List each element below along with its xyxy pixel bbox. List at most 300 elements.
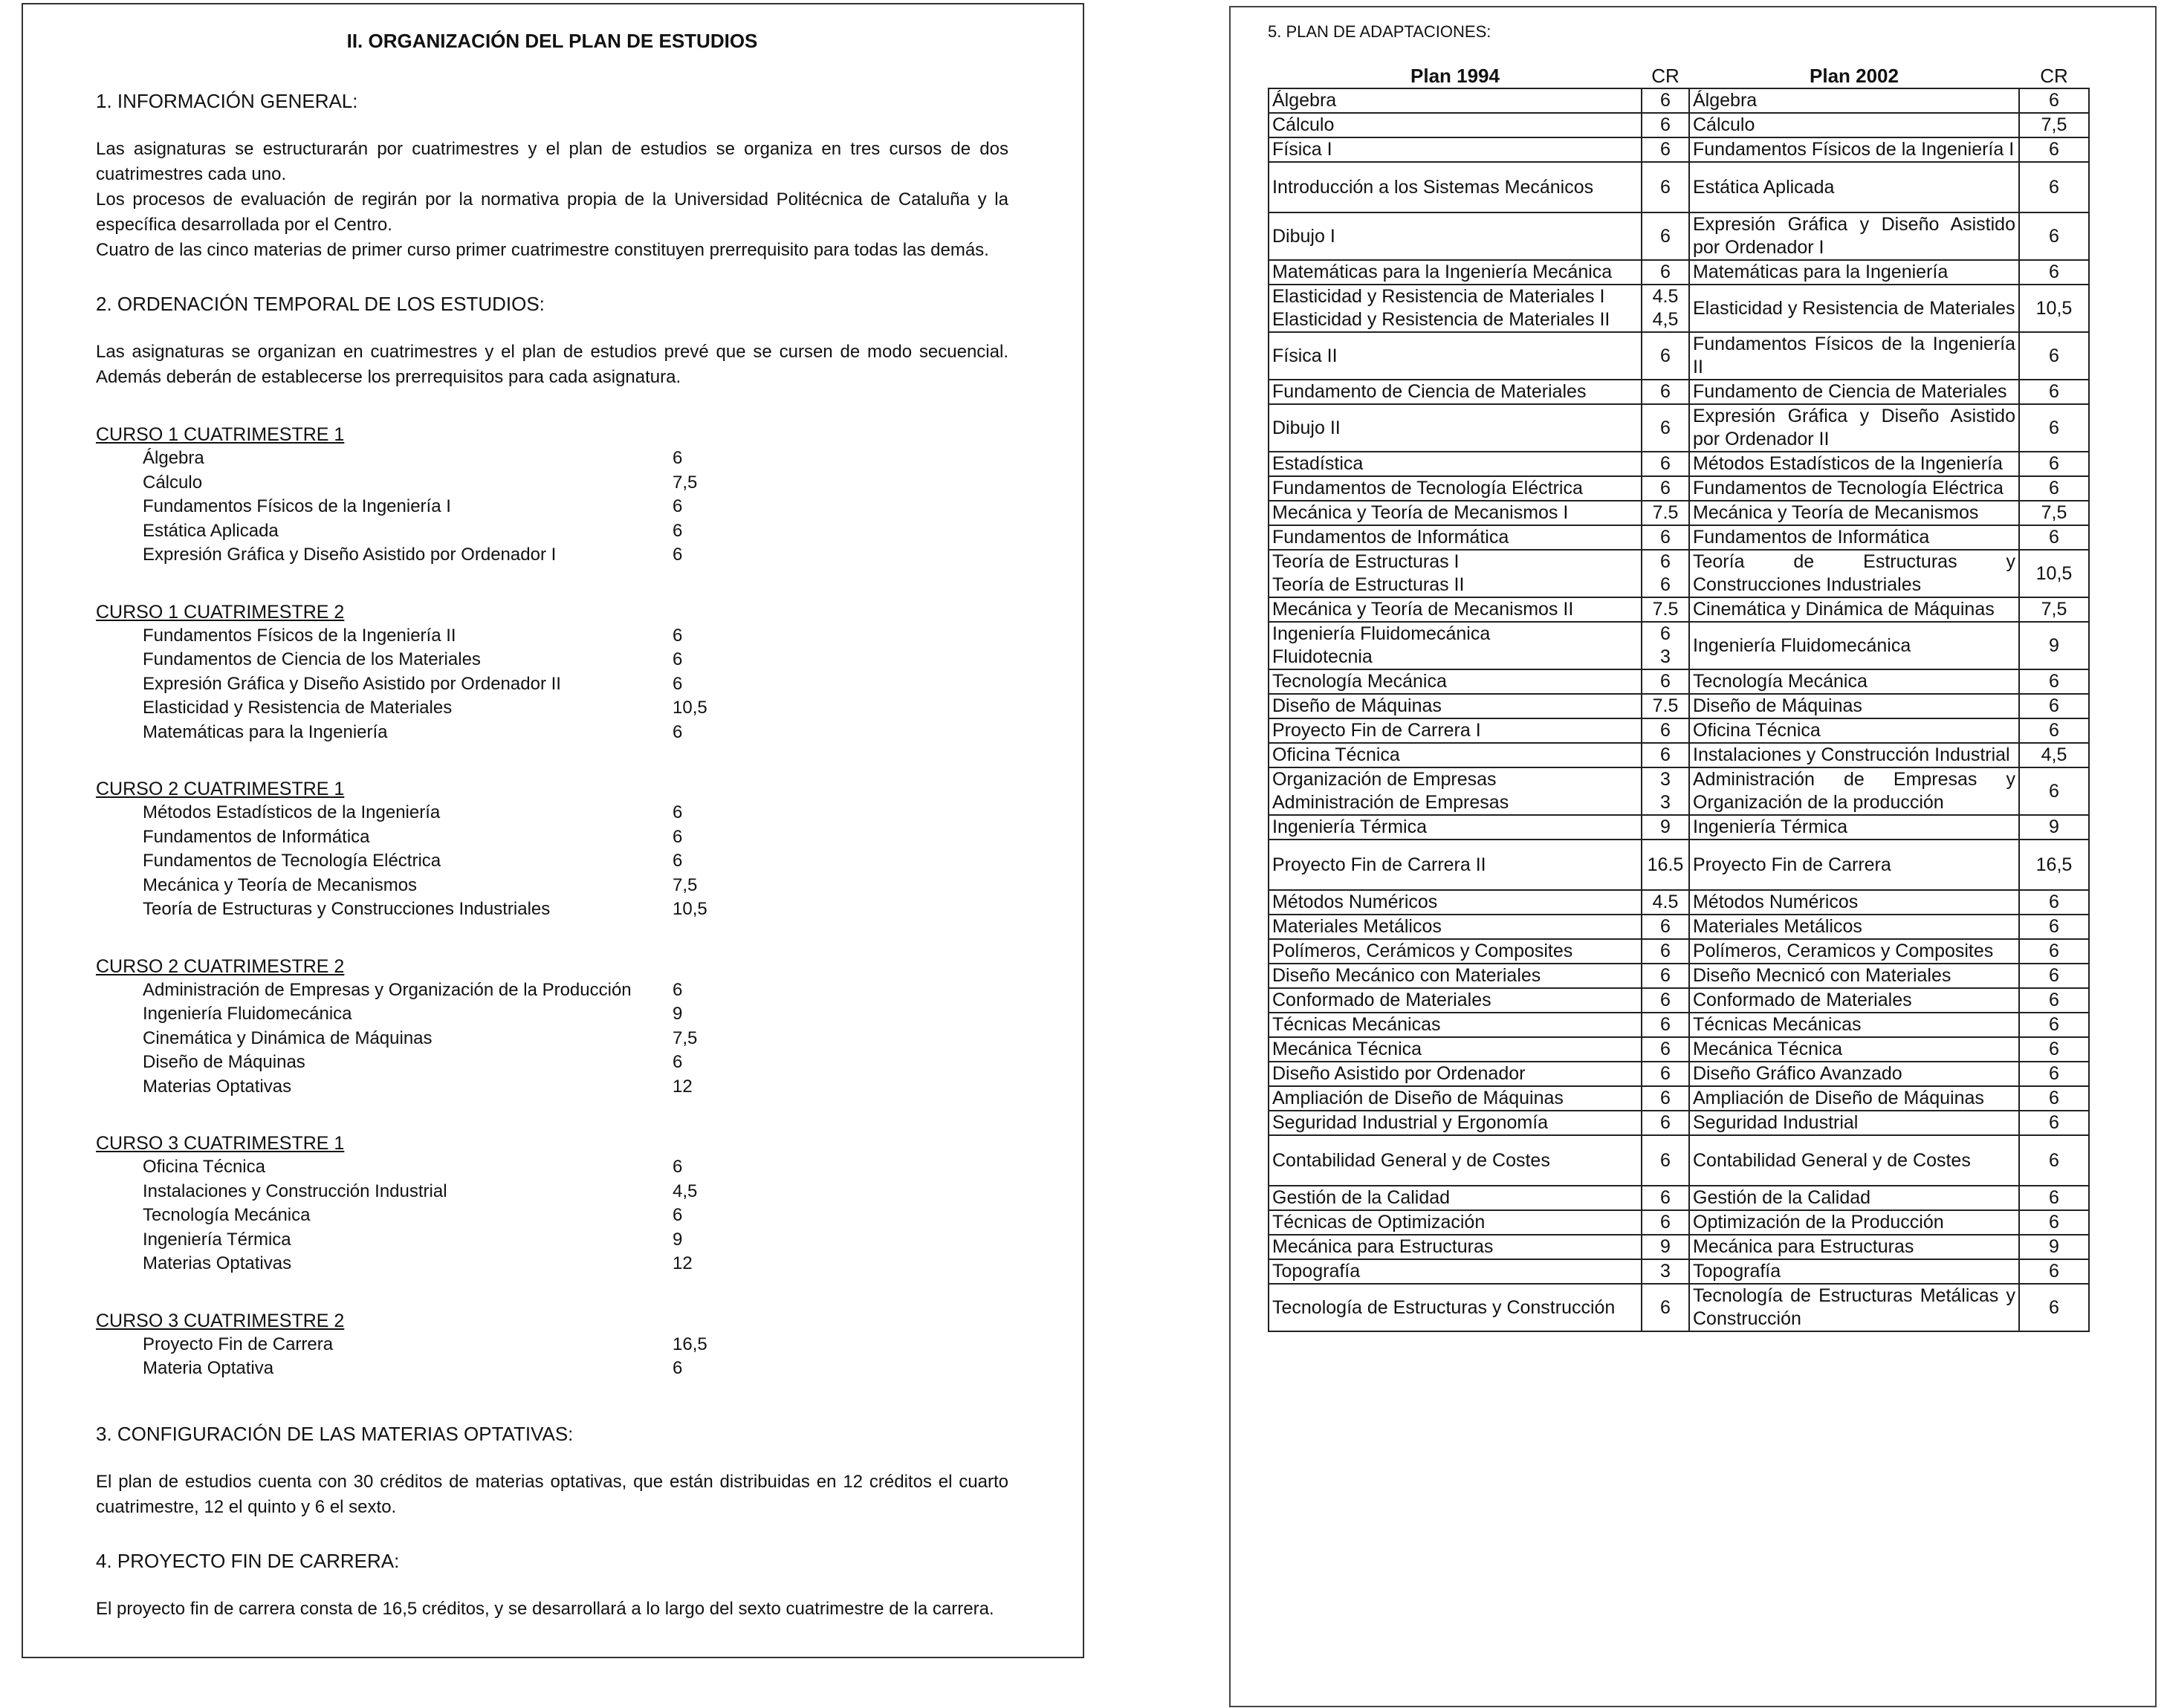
course-list [96, 423, 1008, 1381]
plan-2002-subject: Ingeniería Térmica [1689, 815, 2019, 840]
subject-name: Materias Optativas [143, 1253, 292, 1273]
plan-2002-subject: Gestión de la Calidad [1689, 1186, 2019, 1210]
plan-2002-header: Plan 2002 [1810, 65, 1899, 87]
subject-row [96, 1027, 1008, 1051]
plan-1994-credits: 7.5 [1642, 597, 1689, 622]
course-title: CURSO 3 CUATRIMESTRE 1 [96, 1133, 345, 1154]
plan-1994-subject: Gestión de la Calidad [1269, 1186, 1642, 1210]
section-1-paragraph-3: Cuatro de las cinco materias de primer curso primer cuatrimestre constituyen prerrequisito para todas las demás. [96, 240, 989, 260]
table-row [1269, 964, 2089, 988]
course-title: CURSO 2 CUATRIMESTRE 1 [96, 779, 345, 799]
table-row [1269, 1284, 2089, 1331]
subject-name: Administración de Empresas y Organización de la Producción [143, 979, 632, 1000]
plan-1994-credits: 6 [1642, 669, 1689, 694]
plan-1994-subject: Diseño Mecánico con Materiales [1269, 964, 1642, 988]
plan-2002-subject: Mecánica Técnica [1689, 1037, 2019, 1062]
course-block [96, 955, 1008, 1100]
plan-2002-credits: 6 [2019, 669, 2089, 694]
plan-1994-credits: 6 [1642, 525, 1689, 550]
plan-2002-subject: Materiales Metálicos [1689, 915, 2019, 939]
plan-1994-header: Plan 1994 [1410, 65, 1500, 87]
subject-row [96, 825, 1008, 850]
table-row [1269, 525, 2089, 550]
plan-1994-credits: 6 [1642, 88, 1689, 113]
subject-row [96, 624, 1008, 649]
plan-2002-credits: 6 [2019, 137, 2089, 162]
plan-2002-subject: Métodos Numéricos [1689, 890, 2019, 915]
plan-1994-subject: Mecánica y Teoría de Mecanismos I [1269, 501, 1642, 525]
plan-2002-credits: 7,5 [2019, 501, 2089, 525]
plan-1994-credits: 6 [1642, 212, 1689, 260]
subject-row [96, 1180, 1008, 1204]
plan-2002-subject: Seguridad Industrial [1689, 1111, 2019, 1135]
subject-row [96, 495, 1008, 519]
plan-1994-credits: 6 [1642, 1111, 1689, 1135]
subject-row [96, 978, 1008, 1003]
plan-1994-subject: Dibujo II [1269, 404, 1642, 452]
plan-1994-credits: 6 [1642, 718, 1689, 743]
table-row [1269, 1013, 2089, 1037]
subject-credits: 6 [673, 1205, 683, 1225]
plan-1994-subject: Oficina Técnica [1269, 743, 1642, 767]
plan-1994-credits: 6 [1642, 939, 1689, 964]
course-title: CURSO 2 CUATRIMESTRE 2 [96, 955, 345, 977]
plan-2002-credits: 7,5 [2019, 113, 2089, 137]
plan-2002-credits: 9 [2019, 1235, 2089, 1259]
plan-1994-subject: Topografía [1269, 1259, 1642, 1284]
plan-2002-subject: Métodos Estadísticos de la Ingeniería [1689, 452, 2019, 476]
plan-2002-subject: Contabilidad General y de Costes [1689, 1135, 2019, 1186]
subject-credits: 6 [673, 802, 683, 822]
plan-1994-subject: Mecánica y Teoría de Mecanismos II [1269, 597, 1642, 622]
plan-1994-subject: Física I [1269, 137, 1642, 162]
subject-row [96, 543, 1008, 568]
plan-1994-subject: Elasticidad y Resistencia de Materiales I Elasticidad y Resistencia de Materiales II [1269, 285, 1642, 332]
plan-1994-credits: 7.5 [1642, 694, 1689, 718]
plan-2002-credits: 6 [2019, 1062, 2089, 1086]
plan-2002-subject: Proyecto Fin de Carrera [1689, 840, 2019, 890]
course-block [96, 777, 1008, 922]
plan-2002-credits: 6 [2019, 1284, 2089, 1331]
subject-credits: 10,5 [673, 698, 707, 718]
course-block [96, 1309, 1008, 1381]
plan-1994-credits: 6 [1642, 1086, 1689, 1111]
plan-1994-subject: Técnicas de Optimización [1269, 1210, 1642, 1235]
plan-1994-subject: Física II [1269, 332, 1642, 380]
plan-2002-credits: 6 [2019, 260, 2089, 285]
subject-credits: 7,5 [673, 874, 698, 895]
plan-1994-subject: Teoría de Estructuras I Teoría de Estructuras II [1269, 550, 1642, 597]
plan-1994-subject: Ampliación de Diseño de Máquinas [1269, 1086, 1642, 1111]
plan-2002-credits: 6 [2019, 718, 2089, 743]
plan-2002-subject: Expresión Gráfica y Diseño Asistido por Ordenador II [1689, 404, 2019, 452]
table-row [1269, 501, 2089, 525]
plan-1994-credits: 6 [1642, 1135, 1689, 1186]
plan-2002-credits: 6 [2019, 332, 2089, 380]
plan-2002-subject: Matemáticas para la Ingeniería [1689, 260, 2019, 285]
table-header-row [1269, 65, 2089, 88]
plan-2002-credits: 6 [2019, 890, 2089, 915]
plan-1994-credits: 6 3 [1642, 622, 1689, 669]
subject-name: Oficina Técnica [143, 1157, 265, 1177]
subject-row [96, 801, 1008, 825]
plan-2002-credits: 6 [2019, 767, 2089, 815]
section-1-heading: 1. INFORMACIÓN GENERAL: [96, 90, 358, 112]
plan-1994-subject: Fundamentos de Tecnología Eléctrica [1269, 476, 1642, 501]
plan-2002-subject: Diseño Mecnicó con Materiales [1689, 964, 2019, 988]
plan-2002-subject: Fundamentos Físicos de la Ingeniería II [1689, 332, 2019, 380]
plan-1994-credits: 6 [1642, 380, 1689, 404]
subject-row [96, 447, 1008, 471]
table-row [1269, 285, 2089, 332]
plan-2002-credits: 6 [2019, 1210, 2089, 1235]
plan-1994-credits: 6 [1642, 404, 1689, 452]
subject-row [96, 1051, 1008, 1075]
subject-name: Elasticidad y Resistencia de Materiales [143, 698, 453, 718]
plan-1994-subject: Fundamento de Ciencia de Materiales [1269, 380, 1642, 404]
plan-1994-subject: Ingeniería Fluidomecánica Fluidotecnia [1269, 622, 1642, 669]
course-block [96, 600, 1008, 745]
subject-credits: 4,5 [673, 1181, 698, 1201]
subject-name: Materia Optativa [143, 1358, 274, 1378]
plan-2002-credits: 10,5 [2019, 285, 2089, 332]
subject-name: Fundamentos de Ciencia de los Materiales [143, 649, 481, 669]
plan-1994-credits: 6 [1642, 113, 1689, 137]
subject-name: Métodos Estadísticos de la Ingeniería [143, 802, 441, 822]
subject-name: Ingeniería Térmica [143, 1229, 291, 1250]
plan-2002-credits: 6 [2019, 1135, 2089, 1186]
plan-2002-subject: Mecánica para Estructuras [1689, 1235, 2019, 1259]
plan-1994-credits: 6 [1642, 332, 1689, 380]
cr-2002-header: CR [2040, 65, 2068, 87]
plan-1994-subject: Tecnología Mecánica [1269, 669, 1642, 694]
plan-1994-subject: Métodos Numéricos [1269, 890, 1642, 915]
plan-2002-credits: 6 [2019, 915, 2089, 939]
plan-1994-subject: Diseño Asistido por Ordenador [1269, 1062, 1642, 1086]
plan-2002-subject: Administración de Empresas y Organización de la producción [1689, 767, 2019, 815]
plan-2002-subject: Optimización de la Producción [1689, 1210, 2019, 1235]
plan-1994-subject: Dibujo I [1269, 212, 1642, 260]
plan-2002-credits: 6 [2019, 939, 2089, 964]
plan-1994-subject: Cálculo [1269, 113, 1642, 137]
plan-1994-subject: Introducción a los Sistemas Mecánicos [1269, 162, 1642, 212]
subject-row [96, 1252, 1008, 1276]
plan-2002-subject: Ingeniería Fluidomecánica [1689, 622, 2019, 669]
plan-1994-credits: 6 6 [1642, 550, 1689, 597]
plan-2002-subject: Polímeros, Ceramicos y Composites [1689, 939, 2019, 964]
plan-1994-credits: 3 [1642, 1259, 1689, 1284]
plan-2002-credits: 6 [2019, 988, 2089, 1013]
table-row [1269, 88, 2089, 113]
subject-name: Fundamentos Físicos de la Ingeniería II [143, 625, 456, 646]
subject-credits: 7,5 [673, 1027, 698, 1048]
table-row [1269, 718, 2089, 743]
table-row [1269, 1235, 2089, 1259]
plan-2002-subject: Cinemática y Dinámica de Máquinas [1689, 597, 2019, 622]
subject-credits: 6 [673, 826, 683, 847]
table-row [1269, 137, 2089, 162]
subject-credits: 6 [673, 1157, 683, 1177]
subject-credits: 6 [673, 520, 683, 541]
subject-name: Fundamentos Físicos de la Ingeniería I [143, 496, 451, 516]
subject-name: Expresión Gráfica y Diseño Asistido por Ordenador I [143, 545, 557, 565]
table-row [1269, 988, 2089, 1013]
plan-2002-credits: 6 [2019, 1086, 2089, 1111]
plan-2002-credits: 9 [2019, 815, 2089, 840]
cr-1994-header: CR [1651, 65, 1679, 87]
subject-row [96, 1002, 1008, 1027]
subject-credits: 6 [673, 1052, 683, 1072]
plan-1994-credits: 6 [1642, 964, 1689, 988]
plan-1994-subject: Mecánica Técnica [1269, 1037, 1642, 1062]
plan-2002-subject: Tecnología Mecánica [1689, 669, 2019, 694]
plan-1994-subject: Matemáticas para la Ingeniería Mecánica [1269, 260, 1642, 285]
table-row [1269, 1111, 2089, 1135]
plan-1994-credits: 6 [1642, 1284, 1689, 1331]
plan-2002-subject: Diseño de Máquinas [1689, 694, 2019, 718]
plan-1994-credits: 6 [1642, 137, 1689, 162]
plan-2002-credits: 7,5 [2019, 597, 2089, 622]
section-1-paragraph-1: Las asignaturas se estructurarán por cuatrimestres y el plan de estudios se organiza en tres cursos de dos cuatrimestres cada uno. [96, 139, 1008, 184]
plan-1994-credits: 6 [1642, 452, 1689, 476]
plan-1994-credits: 9 [1642, 1235, 1689, 1259]
plan-2002-credits: 6 [2019, 1259, 2089, 1284]
plan-1994-subject: Técnicas Mecánicas [1269, 1013, 1642, 1037]
plan-2002-credits: 6 [2019, 452, 2089, 476]
plan-2002-subject: Teoría de Estructuras y Construcciones Industriales [1689, 550, 2019, 597]
plan-1994-subject: Ingeniería Térmica [1269, 815, 1642, 840]
subject-name: Materias Optativas [143, 1076, 292, 1097]
right-page [1229, 6, 2157, 1707]
subject-credits: 16,5 [673, 1334, 707, 1354]
subject-name: Matemáticas para la Ingeniería [143, 721, 388, 742]
table-row [1269, 260, 2089, 285]
subject-credits: 6 [673, 545, 683, 565]
plan-1994-credits: 6 [1642, 1037, 1689, 1062]
plan-1994-credits: 6 [1642, 162, 1689, 212]
subject-credits: 6 [673, 673, 683, 694]
plan-2002-subject: Expresión Gráfica y Diseño Asistido por Ordenador I [1689, 212, 2019, 260]
subject-row [96, 721, 1008, 745]
table-row [1269, 404, 2089, 452]
table-row [1269, 1062, 2089, 1086]
plan-2002-subject: Fundamento de Ciencia de Materiales [1689, 380, 2019, 404]
subject-name: Álgebra [143, 448, 204, 468]
plan-1994-credits: 6 [1642, 743, 1689, 767]
plan-1994-subject: Polímeros, Cerámicos y Composites [1269, 939, 1642, 964]
subject-name: Expresión Gráfica y Diseño Asistido por Ordenador II [143, 673, 561, 694]
subject-row [96, 519, 1008, 544]
plan-2002-credits: 6 [2019, 1037, 2089, 1062]
plan-1994-credits: 16.5 [1642, 840, 1689, 890]
plan-1994-subject: Conformado de Materiales [1269, 988, 1642, 1013]
subject-credits: 10,5 [673, 899, 707, 919]
plan-2002-subject: Estática Aplicada [1689, 162, 2019, 212]
table-row [1269, 113, 2089, 137]
table-row [1269, 1186, 2089, 1210]
adaptation-plan-heading: 5. PLAN DE ADAPTACIONES: [1268, 22, 1491, 41]
plan-1994-credits: 6 [1642, 1210, 1689, 1235]
subject-row [96, 648, 1008, 672]
subject-name: Cinemática y Dinámica de Máquinas [143, 1027, 433, 1048]
plan-2002-credits: 6 [2019, 964, 2089, 988]
subject-name: Fundamentos de Informática [143, 826, 370, 847]
subject-credits: 12 [673, 1076, 693, 1097]
table-row [1269, 939, 2089, 964]
plan-2002-credits: 6 [2019, 1111, 2089, 1135]
subject-name: Teoría de Estructuras y Construcciones Industriales [143, 899, 551, 919]
plan-1994-subject: Diseño de Máquinas [1269, 694, 1642, 718]
subject-name: Tecnología Mecánica [143, 1205, 311, 1225]
course-title: CURSO 1 CUATRIMESTRE 1 [96, 424, 345, 445]
plan-2002-credits: 4,5 [2019, 743, 2089, 767]
plan-2002-subject: Mecánica y Teoría de Mecanismos [1689, 501, 2019, 525]
plan-2002-credits: 6 [2019, 88, 2089, 113]
plan-1994-credits: 6 [1642, 1186, 1689, 1210]
plan-2002-subject: Técnicas Mecánicas [1689, 1013, 2019, 1037]
subject-row [96, 897, 1008, 922]
subject-credits: 6 [673, 1358, 683, 1378]
subject-row [96, 672, 1008, 697]
table-row [1269, 767, 2089, 815]
subject-credits: 9 [673, 1004, 683, 1024]
plan-1994-subject: Mecánica para Estructuras [1269, 1235, 1642, 1259]
table-row [1269, 840, 2089, 890]
subject-row [96, 696, 1008, 721]
plan-2002-subject: Fundamentos de Tecnología Eléctrica [1689, 476, 2019, 501]
subject-credits: 6 [673, 721, 683, 742]
subject-credits: 6 [673, 649, 683, 669]
plan-1994-credits: 6 [1642, 1013, 1689, 1037]
table-row [1269, 915, 2089, 939]
table-row [1269, 550, 2089, 597]
plan-2002-credits: 6 [2019, 212, 2089, 260]
plan-2002-credits: 6 [2019, 1013, 2089, 1037]
plan-2002-credits: 6 [2019, 476, 2089, 501]
subject-row [96, 1075, 1008, 1100]
subject-credits: 6 [673, 625, 683, 646]
plan-2002-subject: Tecnología de Estructuras Metálicas y Construcción [1689, 1284, 2019, 1331]
course-title: CURSO 1 CUATRIMESTRE 2 [96, 601, 345, 623]
subject-credits: 6 [673, 851, 683, 871]
plan-1994-credits: 3 3 [1642, 767, 1689, 815]
subject-row [96, 874, 1008, 898]
table-row [1269, 162, 2089, 212]
plan-2002-credits: 6 [2019, 1186, 2089, 1210]
plan-2002-subject: Elasticidad y Resistencia de Materiales [1689, 285, 2019, 332]
document-title: II. ORGANIZACIÓN DEL PLAN DE ESTUDIOS [346, 30, 758, 52]
plan-1994-subject: Tecnología de Estructuras y Construcción [1269, 1284, 1642, 1331]
subject-name: Fundamentos de Tecnología Eléctrica [143, 851, 441, 871]
plan-2002-subject: Oficina Técnica [1689, 718, 2019, 743]
subject-name: Diseño de Máquinas [143, 1052, 305, 1072]
table-row [1269, 1259, 2089, 1284]
subject-row [96, 1155, 1008, 1180]
subject-credits: 7,5 [673, 472, 698, 493]
plan-1994-subject: Álgebra [1269, 88, 1642, 113]
section-4-paragraph: El proyecto fin de carrera consta de 16,5 créditos, y se desarrollará a lo largo del sexto cuatrimestre de la carrera. [96, 1598, 994, 1619]
plan-1994-credits: 6 [1642, 1062, 1689, 1086]
plan-1994-subject: Proyecto Fin de Carrera II [1269, 840, 1642, 890]
section-2-heading: 2. ORDENACIÓN TEMPORAL DE LOS ESTUDIOS: [96, 293, 545, 315]
table-row [1269, 476, 2089, 501]
plan-1994-subject: Proyecto Fin de Carrera I [1269, 718, 1642, 743]
subject-credits: 12 [673, 1253, 693, 1273]
section-2-paragraph: Las asignaturas se organizan en cuatrimestres y el plan de estudios prevé que se cursen de modo secuencial. Además deberán de establecerse los prerrequisitos para cada asignatura. [96, 342, 1008, 387]
table-row [1269, 212, 2089, 260]
plan-1994-credits: 4.5 4,5 [1642, 285, 1689, 332]
plan-2002-credits: 9 [2019, 622, 2089, 669]
plan-1994-credits: 6 [1642, 988, 1689, 1013]
plan-2002-subject: Conformado de Materiales [1689, 988, 2019, 1013]
plan-1994-credits: 6 [1642, 260, 1689, 285]
subject-name: Instalaciones y Construcción Industrial [143, 1181, 447, 1201]
table-row [1269, 743, 2089, 767]
subject-credits: 6 [673, 448, 683, 468]
table-row [1269, 890, 2089, 915]
left-page [22, 3, 1084, 1658]
table-row [1269, 622, 2089, 669]
plan-1994-subject: Estadística [1269, 452, 1642, 476]
plan-2002-credits: 6 [2019, 694, 2089, 718]
subject-row [96, 1357, 1008, 1381]
table-row [1269, 1086, 2089, 1111]
section-3-heading: 3. CONFIGURACIÓN DE LAS MATERIAS OPTATIVAS: [96, 1422, 574, 1445]
plan-1994-subject: Materiales Metálicos [1269, 915, 1642, 939]
table-row [1269, 452, 2089, 476]
plan-1994-subject: Fundamentos de Informática [1269, 525, 1642, 550]
course-block [96, 423, 1008, 568]
plan-1994-subject: Organización de Empresas Administración de Empresas [1269, 767, 1642, 815]
plan-2002-credits: 6 [2019, 380, 2089, 404]
subject-row [96, 1228, 1008, 1253]
course-title: CURSO 3 CUATRIMESTRE 2 [96, 1310, 345, 1331]
plan-2002-subject: Fundamentos de Informática [1689, 525, 2019, 550]
subject-name: Estática Aplicada [143, 520, 279, 541]
table-row [1269, 597, 2089, 622]
subject-row [96, 1204, 1008, 1228]
subject-row [96, 471, 1008, 496]
plan-2002-subject: Cálculo [1689, 113, 2019, 137]
plan-2002-credits: 6 [2019, 404, 2089, 452]
plan-2002-credits: 6 [2019, 525, 2089, 550]
course-block [96, 1131, 1008, 1276]
subject-name: Cálculo [143, 472, 203, 493]
adaptation-table [1268, 65, 2090, 1332]
plan-2002-credits: 6 [2019, 162, 2089, 212]
subject-name: Mecánica y Teoría de Mecanismos [143, 874, 418, 895]
table-row [1269, 380, 2089, 404]
plan-1994-credits: 9 [1642, 815, 1689, 840]
subject-row [96, 1333, 1008, 1357]
table-row [1269, 1037, 2089, 1062]
table-row [1269, 1135, 2089, 1186]
plan-2002-credits: 10,5 [2019, 550, 2089, 597]
section-4-heading: 4. PROYECTO FIN DE CARRERA: [96, 1549, 400, 1572]
plan-2002-subject: Fundamentos Físicos de la Ingeniería I [1689, 137, 2019, 162]
table-row [1269, 1210, 2089, 1235]
subject-credits: 9 [673, 1229, 683, 1250]
table-row [1269, 694, 2089, 718]
plan-1994-credits: 6 [1642, 476, 1689, 501]
plan-1994-credits: 4.5 [1642, 890, 1689, 915]
plan-2002-subject: Instalaciones y Construcción Industrial [1689, 743, 2019, 767]
subject-name: Ingeniería Fluidomecánica [143, 1004, 352, 1024]
table-row [1269, 332, 2089, 380]
table-row [1269, 815, 2089, 840]
section-3-paragraph: El plan de estudios cuenta con 30 créditos de materias optativas, que están distribuidas en 12 créditos el cuarto cuatrimestre, 12 el quinto y 6 el sexto. [96, 1471, 1008, 1517]
plan-1994-subject: Contabilidad General y de Costes [1269, 1135, 1642, 1186]
